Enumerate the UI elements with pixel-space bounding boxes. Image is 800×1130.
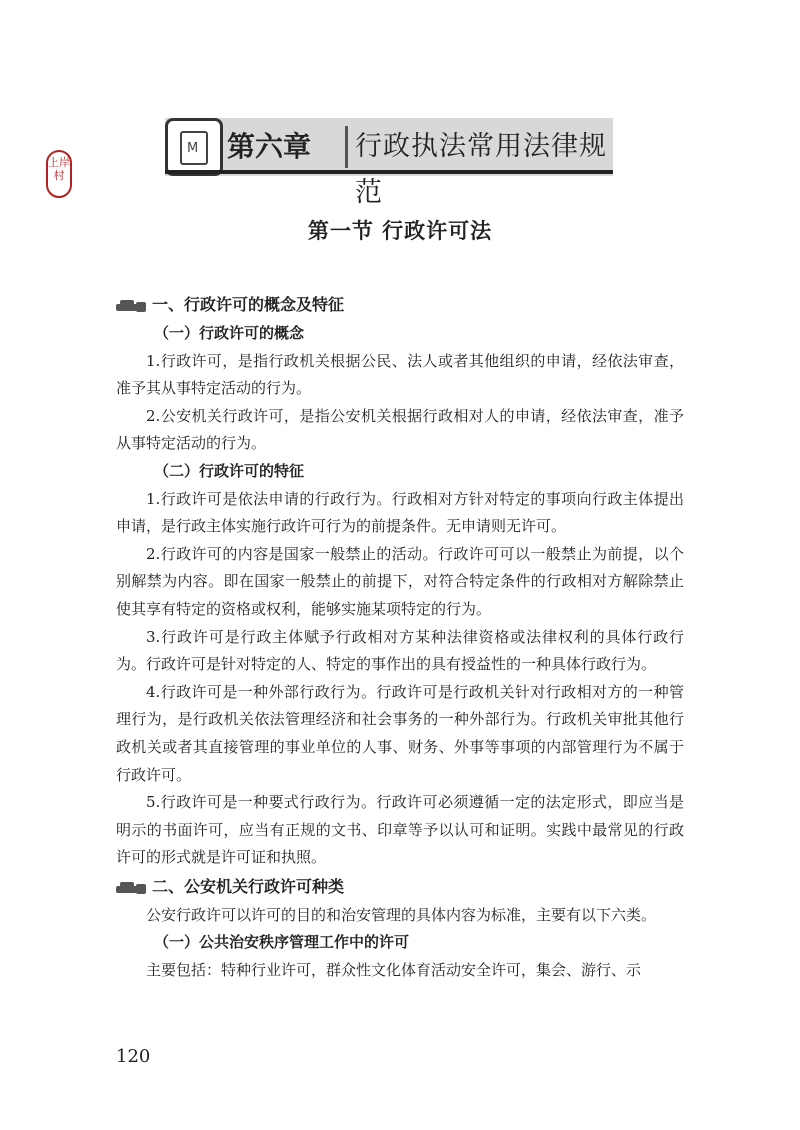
heading-marker-icon — [116, 882, 146, 894]
section-heading — [116, 290, 684, 320]
paragraph: 2.公安机关行政许可，是指公安机关根据行政相对人的申请，经依法审查，准予从事特定活动的行为。 — [116, 406, 684, 453]
paragraph: 主要包括：特种行业许可，群众性文化体育活动安全许可，集会、游行、示 — [146, 961, 642, 980]
chapter-banner — [165, 118, 613, 208]
document-body — [116, 290, 684, 985]
paragraph: 公安行政许可以许可的目的和治安管理的具体内容为标准，主要有以下六类。 — [146, 905, 657, 924]
chapter-title: 行政执法常用法律规范 — [355, 131, 607, 208]
paragraph: 4.行政许可是一种外部行政行为。行政许可是行政机关针对行政相对方的一种管理行为，是行政机关依法管理经济和社会事务的一种外部行为。行政机关审批其他行政机关或者其直接管理的事业单位的人事、财务、外事等事项的内部管理行为不属于行政许可。 — [116, 682, 684, 784]
subsection-heading: （一）公共治安秩序管理工作中的许可 — [154, 933, 410, 952]
paragraph: 5.行政许可是一种要式行政行为。行政许可必须遵循一定的法定形式，即应当是明示的书面许可，应当有正规的文书、印章等予以认可和证明。实践中最常见的行政许可的形式就是许可证和执照。 — [116, 793, 684, 867]
book-shape — [180, 131, 208, 165]
chapter-rule — [165, 170, 613, 174]
subsection-heading: （一）行政许可的概念 — [154, 324, 305, 342]
book-icon — [165, 118, 223, 176]
paragraph: 2.行政许可的内容是国家一般禁止的活动。行政许可可以一般禁止为前提，以个别解禁为内容。即在国家一般禁止的前提下，对符合特定条件的行政相对方解除禁止使其享有特定的资格或权利，能够实施某项特定的行为。 — [116, 544, 684, 618]
section-heading — [116, 872, 684, 902]
section-heading-text: 一、行政许可的概念及特征 — [152, 295, 345, 314]
side-seal: 上岸村 — [46, 150, 72, 198]
section-title: 第一节 行政许可法 — [307, 218, 493, 243]
book-icon-letter: M — [187, 141, 199, 156]
heading-marker-icon — [116, 300, 146, 312]
section-heading-text: 二、公安机关行政许可种类 — [152, 876, 345, 896]
paragraph: 3.行政许可是行政主体赋予行政相对方某种法律资格或法律权利的具体行政行为。行政许可是针对特定的人、特定的事作出的具有授益性的一种具体行政行为。 — [116, 627, 684, 674]
paragraph: 1.行政许可是依法申请的行政行为。行政相对方针对特定的事项向行政主体提出申请，是行政主体实施行政许可行为的前提条件。无申请则无许可。 — [116, 489, 684, 536]
chapter-number: 第六章 — [227, 130, 312, 163]
chapter-divider — [345, 126, 348, 168]
paragraph: 1.行政许可，是指行政机关根据公民、法人或者其他组织的申请，经依法审查，准予其从事特定活动的行为。 — [116, 351, 684, 398]
page-number: 120 — [116, 1046, 151, 1067]
subsection-heading: （二）行政许可的特征 — [154, 461, 305, 480]
